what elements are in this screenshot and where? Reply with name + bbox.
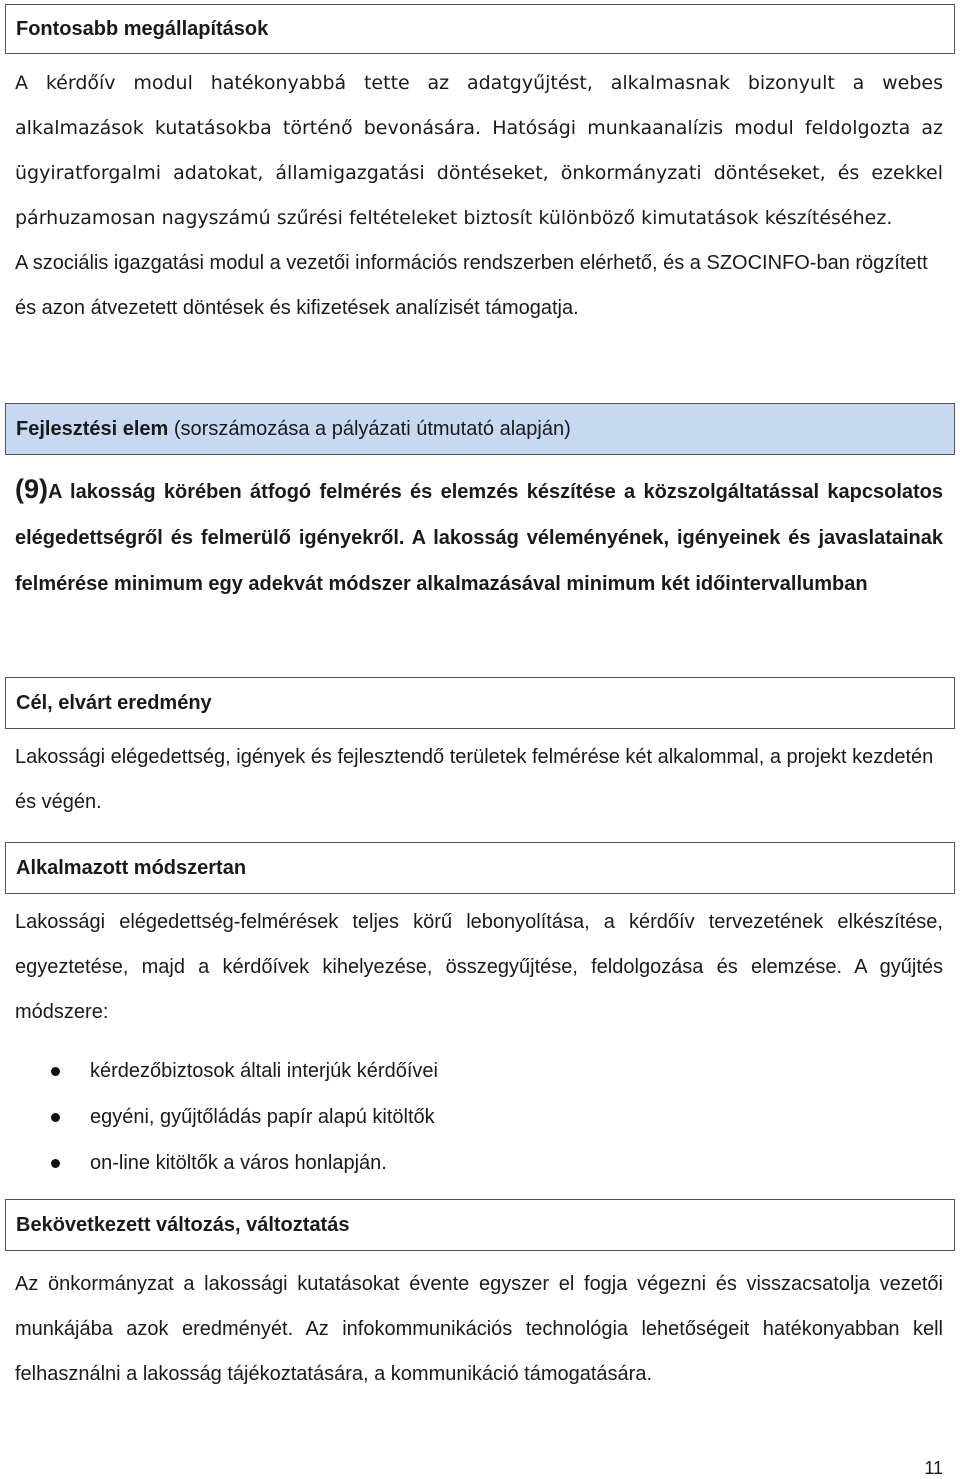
section-heading-modszertan [5, 842, 955, 894]
section-heading-fontosabb [5, 4, 955, 54]
heading-bold-text: Fejlesztési elem [16, 417, 169, 440]
heading-text: Cél, elvárt eredmény [16, 691, 212, 714]
paragraph-fontosabb: A kérdőív modul hatékonyabbá tette az adatgyűjtést, alkalmasnak bizonyult a webes alkalmazások kutatásokba történő bevonására. Hatósági munkaanalízis modul feldolgozta az ügyiratforgalmi adatokat, államigazgatási döntéseket, önkormányzati döntéseket, és ezekkel párhuzamosan nagyszámú szűrési feltételeket biztosít különböző kimutatások készítéséhez. [15, 72, 943, 229]
bullet-dot-icon [51, 1113, 60, 1122]
paragraph-cel: Lakossági elégedettség, igények és fejlesztendő területek felmérése két alkalommal, a projekt kezdetén és végén. [15, 746, 934, 813]
section-heading-fejlesztesi [5, 403, 955, 455]
section-heading-cel [5, 677, 955, 729]
heading-text: Fontosabb megállapítások [16, 17, 269, 40]
paragraph-valtozas: Az önkormányzat a lakossági kutatásokat évente egyszer el fogja végezni és visszacsatolja vezetői munkájába azok eredményét. Az infokommunikációs technológia lehetőségeit hatékonyabban kell felhasználni a lakosság tájékoztatására, a kommunikáció támogatására. [15, 1273, 943, 1385]
bullet-text: on-line kitöltők a város honlapján. [90, 1152, 387, 1174]
bullet-item [15, 1094, 435, 1140]
heading-text: Alkalmazott módszertan [16, 856, 247, 879]
bullet-item [15, 1048, 438, 1094]
development-item-title [15, 466, 943, 607]
item-title-text: A lakosság körében átfogó felmérés és elemzés készítése a közszolgáltatással kapcsolatos elégedettségről és felmerülő igényekről. A lakosság véleményének, igényeinek és javaslatainak felmérése minimum egy adekvát módszer alkalmazásával minimum két időintervallumban [15, 481, 943, 595]
item-number: (9) [15, 474, 48, 504]
bullet-dot-icon [51, 1067, 60, 1076]
page-number: 11 [924, 1458, 943, 1478]
heading-text: Bekövetkezett változás, változtatás [16, 1213, 350, 1236]
paragraph-modszertan: Lakossági elégedettség-felmérések teljes körű lebonyolítása, a kérdőív tervezetének elkészítése, egyeztetése, majd a kérdőívek kihelyezése, összegyűjtése, feldolgozása és elemzése. A gyűjtés módszere: [15, 911, 943, 1023]
section-heading-valtozas [5, 1199, 955, 1251]
bullet-text: kérdezőbiztosok általi interjúk kérdőívei [90, 1060, 438, 1082]
paragraph-szocialis: A szociális igazgatási modul a vezetői információs rendszerben elérhető, és a SZOCINFO-ban rögzített és azon átvezetett döntések és kifizetések analízisét támogatja. [15, 252, 928, 319]
bullet-dot-icon [51, 1159, 60, 1168]
heading-rest-text: (sorszámozása a pályázati útmutató alapján) [168, 417, 571, 440]
bullet-item [15, 1140, 387, 1186]
bullet-text: egyéni, gyűjtőládás papír alapú kitöltők [90, 1106, 435, 1128]
